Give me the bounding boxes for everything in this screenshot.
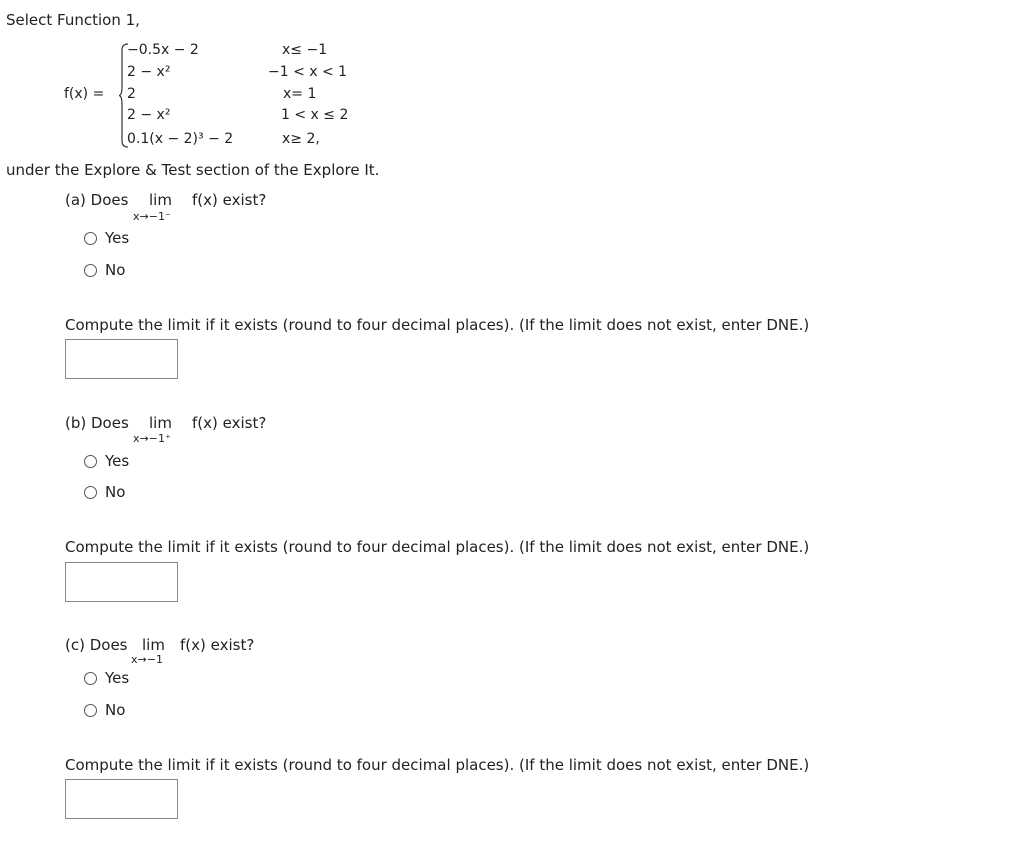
piece-expr-2: 2 − x² bbox=[127, 64, 171, 80]
part-b-question-prefix: (b) Does bbox=[65, 414, 129, 432]
part-a-yes-option[interactable] bbox=[84, 228, 129, 248]
piece-cond-2: −1 < x < 1 bbox=[268, 64, 348, 80]
part-a-yes-label: Yes bbox=[105, 229, 130, 247]
piece-cond-4: 1 < x ≤ 2 bbox=[281, 107, 349, 123]
part-c-no-option[interactable] bbox=[84, 700, 125, 720]
part-b-no-radio[interactable] bbox=[84, 486, 97, 499]
piece-expr-5: 0.1(x − 2)³ − 2 bbox=[127, 131, 234, 147]
piece-cond-1: x≤ −1 bbox=[282, 42, 328, 58]
part-a-answer-box[interactable] bbox=[65, 339, 178, 379]
part-a-yes-radio[interactable] bbox=[84, 232, 97, 245]
part-c-no-label: No bbox=[105, 701, 126, 719]
piece-expr-1: −0.5x − 2 bbox=[127, 42, 199, 58]
part-c-no-radio[interactable] bbox=[84, 704, 97, 717]
piece-expr-3: 2 bbox=[127, 86, 136, 102]
part-a-answer-input[interactable] bbox=[66, 340, 177, 378]
part-c-question-prefix: (c) Does bbox=[65, 636, 128, 654]
part-b-yes-option[interactable] bbox=[84, 451, 129, 471]
part-c-yes-label: Yes bbox=[105, 669, 130, 687]
part-a-lim-sub: x→−1⁻ bbox=[133, 210, 171, 223]
intro-after-text: under the Explore & Test section of the Explore It. bbox=[6, 161, 380, 179]
part-c-answer-input[interactable] bbox=[66, 780, 177, 818]
part-b-compute-text: Compute the limit if it exists (round to four decimal places). (If the limit does not exist, enter DNE.) bbox=[65, 538, 810, 556]
part-c-yes-option[interactable] bbox=[84, 668, 129, 688]
piece-cond-3: x= 1 bbox=[283, 86, 317, 102]
part-b-no-option[interactable] bbox=[84, 482, 125, 502]
intro-select-text: Select Function 1, bbox=[6, 11, 140, 29]
part-a-compute-text: Compute the limit if it exists (round to four decimal places). (If the limit does not exist, enter DNE.) bbox=[65, 316, 810, 334]
part-b-yes-radio[interactable] bbox=[84, 455, 97, 468]
part-c-yes-radio[interactable] bbox=[84, 672, 97, 685]
part-b-yes-label: Yes bbox=[105, 452, 130, 470]
part-c-lim: lim bbox=[142, 636, 165, 654]
part-c-answer-box[interactable] bbox=[65, 779, 178, 819]
part-a-fx: f(x) exist? bbox=[192, 191, 267, 209]
fx-label: f(x) = bbox=[64, 86, 105, 102]
part-c-lim-sub: x→−1 bbox=[131, 653, 163, 666]
part-b-fx: f(x) exist? bbox=[192, 414, 267, 432]
part-a-no-label: No bbox=[105, 261, 126, 279]
part-a-lim: lim bbox=[149, 191, 172, 209]
part-b-lim: lim bbox=[149, 414, 172, 432]
piece-expr-4: 2 − x² bbox=[127, 107, 171, 123]
part-a-question-prefix: (a) Does bbox=[65, 191, 129, 209]
part-c-fx: f(x) exist? bbox=[180, 636, 255, 654]
part-b-answer-box[interactable] bbox=[65, 562, 178, 602]
part-b-lim-sub: x→−1⁺ bbox=[133, 432, 171, 445]
part-b-no-label: No bbox=[105, 483, 126, 501]
part-c-compute-text: Compute the limit if it exists (round to four decimal places). (If the limit does not exist, enter DNE.) bbox=[65, 756, 810, 774]
piece-cond-5: x≥ 2, bbox=[282, 131, 320, 147]
part-a-no-option[interactable] bbox=[84, 260, 125, 280]
part-b-answer-input[interactable] bbox=[66, 563, 177, 601]
part-a-no-radio[interactable] bbox=[84, 264, 97, 277]
